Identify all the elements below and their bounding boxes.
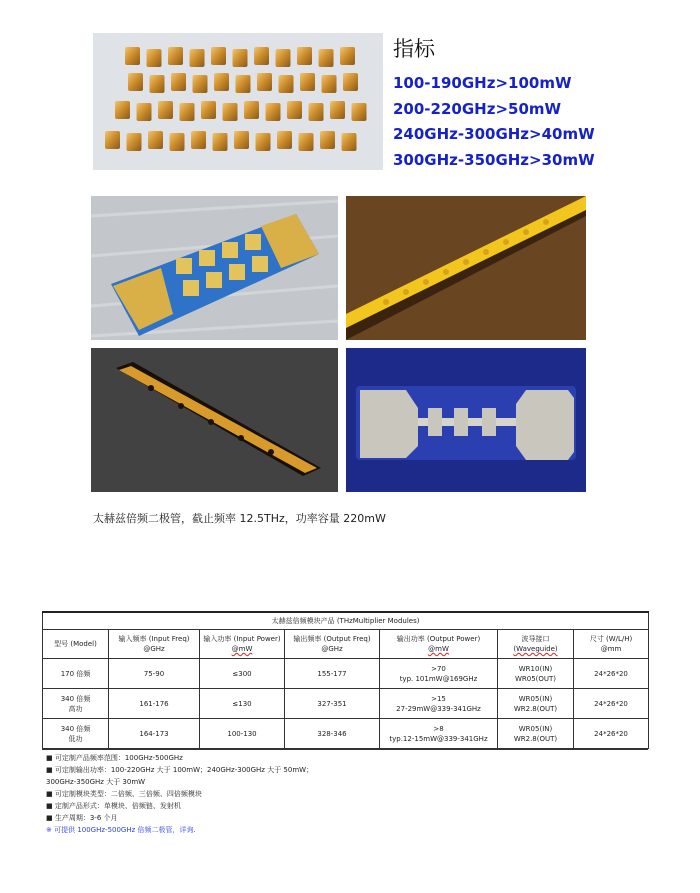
module-block <box>287 101 302 119</box>
module-block <box>180 103 195 121</box>
module-block <box>236 75 251 93</box>
module-block <box>147 49 162 67</box>
module-block <box>299 133 314 151</box>
module-block <box>201 101 216 119</box>
module-block <box>128 73 143 91</box>
module-block <box>342 133 357 151</box>
photo-multiplier-modules <box>93 33 383 170</box>
module-block <box>168 47 183 65</box>
header-cell: 输入功率 (Input Power) @mW <box>200 630 285 659</box>
module-block <box>256 133 271 151</box>
note-line: ■ 可定制输出功率：100-220GHz 大于 100mW；240GHz-300GHz 大于 50mW； <box>46 766 314 774</box>
module-block <box>277 131 292 149</box>
note-line: ■ 可定制产品频率范围：100GHz-500GHz <box>46 754 183 762</box>
module-block <box>170 133 185 151</box>
header-cell: 型号 (Model) <box>43 630 109 659</box>
module-block <box>127 133 142 151</box>
module-block <box>343 73 358 91</box>
module-block <box>137 103 152 121</box>
spec-block <box>393 33 693 173</box>
module-table <box>42 611 648 838</box>
note-line: ■ 生产周期：3-6 个月 <box>46 814 118 822</box>
header-cell: 输出功率 (Output Power) @mW <box>380 630 498 659</box>
module-block <box>234 131 249 149</box>
spec-line: 200-220GHz>50mW <box>393 99 562 118</box>
module-block <box>319 49 334 67</box>
module-block <box>320 131 335 149</box>
photo-diode-chip-blue-gold <box>91 196 338 340</box>
photo-caption: 太赫兹倍频二极管，截止频率 12.5THz，功率容量 220mW <box>93 512 386 525</box>
module-block <box>150 75 165 93</box>
module-block <box>330 101 345 119</box>
module-block <box>297 47 312 65</box>
module-block <box>300 73 315 91</box>
spec-title: 指标 <box>393 37 435 61</box>
module-block <box>171 73 186 91</box>
module-block <box>191 131 206 149</box>
table-row: 340 倍频 低功 164-173 100-130 328-346 >8 typ.12-15mW@339-341GHz WR05(IN) WR2.8(OUT) 24*26*20 <box>43 719 649 749</box>
note-line: 300GHz-350GHz 大于 30mW <box>46 778 146 786</box>
table-title: 太赫兹倍频模块产品 (THzMultiplier Modules) <box>43 612 649 630</box>
table-row: 170 倍频 75-90 ≤300 155-177 >70 typ. 101mW@169GHz WR10(IN) WR05(OUT) 24*26*20 <box>43 659 649 689</box>
photo-diode-chip-blue-pads <box>346 348 586 492</box>
module-block <box>352 103 367 121</box>
header-cell: 输出频率 (Output Freq) @GHz <box>285 630 380 659</box>
module-block <box>158 101 173 119</box>
module-block <box>125 47 140 65</box>
module-block <box>322 75 337 93</box>
module-block <box>244 101 259 119</box>
module-block <box>279 75 294 93</box>
module-block <box>233 49 248 67</box>
module-block <box>211 47 226 65</box>
table-header-row <box>43 630 649 659</box>
module-block <box>340 47 355 65</box>
table-row: 340 倍频 高功 161-176 ≤130 327-351 >15 27-29mW@339-341GHz WR05(IN) WR2.8(OUT) 24*26*20 <box>43 689 649 719</box>
module-block <box>213 133 228 151</box>
spec-line: 240GHz-300GHz>40mW <box>393 125 595 143</box>
module-block <box>193 75 208 93</box>
module-block <box>276 49 291 67</box>
module-block <box>214 73 229 91</box>
module-block <box>254 47 269 65</box>
header-cell: 波导接口 (Waveguide) <box>498 630 574 659</box>
spec-line: 100-190GHz>100mW <box>393 74 572 92</box>
note-line: ■ 可定制模块类型：二倍频、三倍频、四倍频模块 <box>46 790 202 798</box>
header-cell: 尺寸 (W/L/H) @mm <box>574 630 649 659</box>
note-line: ※ 可提供 100GHz-500GHz 倍频二极管，详询. <box>46 826 196 834</box>
header-cell: 输入频率 (Input Freq) @GHz <box>109 630 200 659</box>
module-block <box>115 101 130 119</box>
photo-diode-chain-gold <box>346 196 586 340</box>
photo-diode-chain-dark <box>91 348 338 492</box>
module-block <box>257 73 272 91</box>
module-block <box>309 103 324 121</box>
spec-line: 300GHz-350GHz>30mW <box>393 150 595 169</box>
table-notes <box>42 749 648 838</box>
module-block <box>148 131 163 149</box>
module-block <box>105 131 120 149</box>
module-block <box>190 49 205 67</box>
module-block <box>266 103 281 121</box>
module-block <box>223 103 238 121</box>
note-line: ■ 定制产品形式：单模块、倍频链、发射机 <box>46 802 181 810</box>
